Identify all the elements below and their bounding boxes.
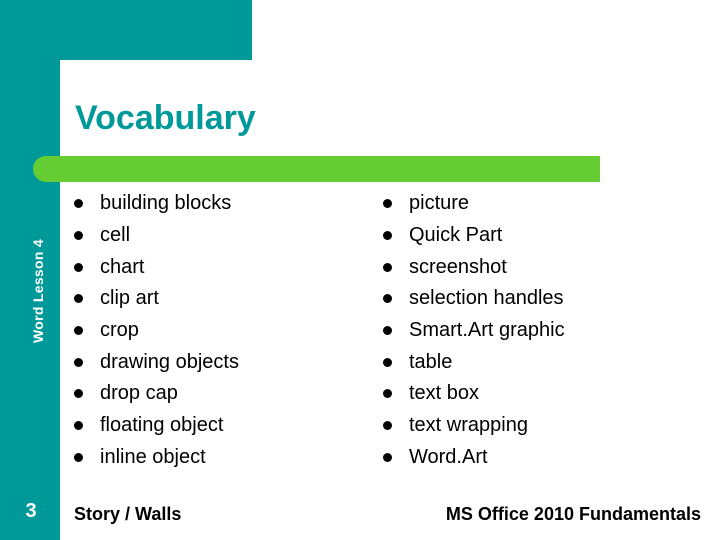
- vocab-term: inline object: [100, 445, 206, 468]
- vocab-term: selection handles: [409, 287, 564, 310]
- bullet-icon: [74, 231, 83, 240]
- bullet-icon: [383, 326, 392, 335]
- bullet-icon: [383, 231, 392, 240]
- list-item: [74, 410, 239, 442]
- list-item: [74, 315, 239, 347]
- vocab-term: Smart.Art graphic: [409, 319, 565, 342]
- list-item: [383, 315, 565, 347]
- vocab-term: cell: [100, 224, 131, 247]
- list-item: [74, 442, 239, 474]
- vocab-term: drawing objects: [100, 350, 239, 373]
- top-accent-block: [60, 0, 252, 60]
- list-item: [74, 346, 239, 378]
- list-item: [74, 283, 239, 315]
- vocab-term: floating object: [100, 414, 224, 437]
- vocab-term: table: [409, 350, 453, 373]
- bullet-icon: [74, 263, 83, 272]
- vocab-term: Word.Art: [409, 445, 488, 468]
- bullet-icon: [74, 358, 83, 367]
- lesson-label: Word Lesson 4: [30, 239, 46, 343]
- footer-authors: Story / Walls: [74, 504, 182, 524]
- bullet-icon: [74, 326, 83, 335]
- list-item: [74, 251, 239, 283]
- slide-title: Vocabulary: [75, 99, 256, 137]
- list-item: [383, 188, 565, 220]
- bullet-icon: [74, 421, 83, 430]
- title-underline-bar: [33, 156, 600, 182]
- vocab-term: drop cap: [100, 382, 178, 405]
- vocab-term: text wrapping: [409, 414, 528, 437]
- bullet-icon: [74, 199, 83, 208]
- list-item: [74, 220, 239, 252]
- list-item: [383, 346, 565, 378]
- bullet-icon: [74, 294, 83, 303]
- footer-course-title: MS Office 2010 Fundamentals: [445, 504, 701, 524]
- vocab-term: Quick Part: [409, 224, 503, 247]
- bullet-icon: [383, 389, 392, 398]
- bullet-icon: [383, 453, 392, 462]
- vocab-term: screenshot: [409, 255, 507, 278]
- list-item: [383, 378, 565, 410]
- bullet-icon: [383, 358, 392, 367]
- list-item: [383, 442, 565, 474]
- slide-number: 3: [25, 500, 37, 522]
- list-item: [383, 251, 565, 283]
- bullet-icon: [74, 453, 83, 462]
- vocab-term: clip art: [100, 287, 159, 310]
- list-item: [383, 283, 565, 315]
- vocab-term: building blocks: [100, 192, 232, 215]
- vocab-term: crop: [100, 319, 139, 342]
- list-item: [383, 410, 565, 442]
- vocab-list-right: [383, 188, 565, 473]
- bullet-icon: [383, 294, 392, 303]
- vocab-list-left: [74, 188, 239, 473]
- vocab-term: chart: [100, 255, 145, 278]
- vocab-term: text box: [409, 382, 480, 405]
- bullet-icon: [383, 263, 392, 272]
- bullet-icon: [383, 199, 392, 208]
- bullet-icon: [74, 389, 83, 398]
- list-item: [74, 378, 239, 410]
- list-item: [383, 220, 565, 252]
- bullet-icon: [383, 421, 392, 430]
- vocab-term: picture: [409, 192, 470, 215]
- list-item: [74, 188, 239, 220]
